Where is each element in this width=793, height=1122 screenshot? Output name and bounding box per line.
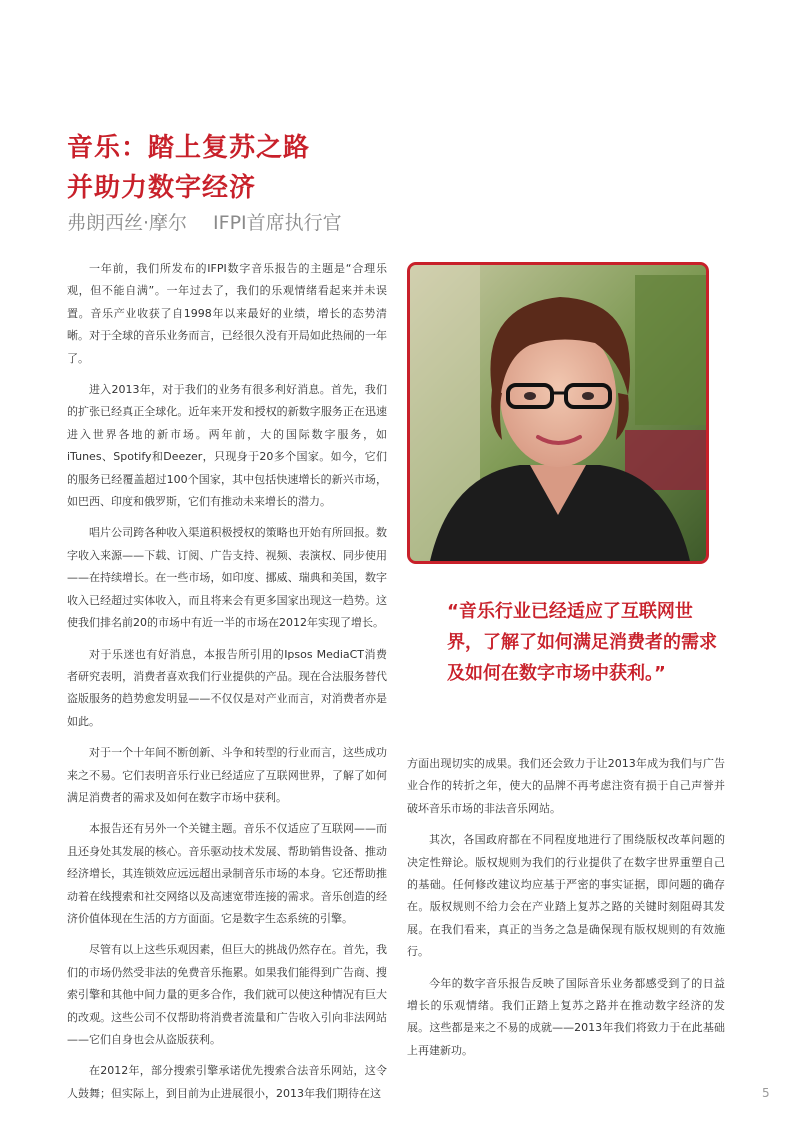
author-name: 弗朗西丝·摩尔 [67, 212, 188, 234]
paragraph: 本报告还有另外一个关键主题。音乐不仅适应了互联网——而且还身处其发展的核心。音乐驱动技术发展、帮助销售设备、推动经济增长，其连锁效应远远超出录制音乐市场的本身。它还帮助推动着在线搜索和社交网络以及高速宽带连接的需求。音乐创造的经济价值体现在生活的方方面面。它是数字生态系统的引擎。 [67, 822, 387, 925]
author-role: IFPI首席执行官 [213, 212, 342, 234]
portrait-image [410, 265, 706, 561]
paragraph: 一年前，我们所发布的IFPI数字音乐报告的主题是“合理乐观，但不能自满”。一年过去了，我们的乐观情绪看起来并未误置。音乐产业收获了自1998年以来最好的业绩，增长的态势清晰。对于全球的音乐业务而言，已经很久没有开局如此热闹的一年了。 [67, 262, 387, 365]
paragraph: 今年的数字音乐报告反映了国际音乐业务都感受到了的日益增长的乐观情绪。我们正踏上复苏之路并在推动数字经济的发展。这些都是来之不易的成就——2013年我们将致力于在此基础上再建新功。 [407, 976, 725, 1057]
author-byline [67, 208, 627, 238]
page-number: 5 [762, 1086, 770, 1100]
paragraph: 方面出现切实的成果。我们还会致力于让2013年成为我们与广告业合作的转折之年，使大的品牌不再考虑注资有损于自己声誉并破坏音乐市场的非法音乐网站。 [407, 757, 725, 815]
title-line-1: 音乐：踏上复苏之路 [67, 133, 311, 163]
author-photo [407, 262, 709, 564]
article-title [67, 128, 587, 208]
paragraph: 尽管有以上这些乐观因素，但巨大的挑战仍然存在。首先，我们的市场仍然受非法的免费音乐拖累。如果我们能得到广告商、搜索引擎和其他中间力量的更多合作，我们就可以使这种情况有巨大的改观。这些公司不仅帮助将消费者流量和广告收入引向非法网站——它们自身也会从盗版获利。 [67, 943, 387, 1046]
paragraph: 其次，各国政府都在不同程度地进行了围绕版权改革问题的决定性辩论。版权规则为我们的行业提供了在数字世界重塑自己的基础。任何修改建议均应基于严密的事实证据，即问题的确存在。版权规则不给力会在产业踏上复苏之路的关键时刻阻碍其发展。在我们看来，真正的当务之急是确保现有版权规则的有效施行。 [407, 833, 725, 959]
paragraph: 对于一个十年间不断创新、斗争和转型的行业而言，这些成功来之不易。它们表明音乐行业已经适应了互联网世界，了解了如何满足消费者的需求及如何在数字市场中获利。 [67, 746, 387, 804]
paragraph: 对于乐迷也有好消息，本报告所引用的Ipsos MediaCT消费者研究表明，消费者喜欢我们行业提供的产品。现在合法服务替代盗版服务的趋势愈发明显——不仅仅是对产业而言，对消费者亦是如此。 [67, 647, 387, 728]
paragraph: 进入2013年，对于我们的业务有很多利好消息。首先，我们的扩张已经真正全球化。近年来开发和授权的新数字服务正在迅速进入世界各地的新市场。两年前，大的国际数字服务，如iTunes、Spotify和Deezer，只现身于20多个国家。如今，它们的服务已经覆盖超过100个国家，其中包括快速增长的新兴市场，如巴西、印度和俄罗斯，它们有推动未来增长的潜力。 [67, 383, 387, 509]
left-column [67, 258, 387, 1114]
right-column [407, 753, 725, 1071]
pull-quote: “音乐行业已经适应了互联网世界，了解了如何满足消费者的需求及如何在数字市场中获利。” [447, 601, 717, 684]
title-line-2: 并助力数字经济 [67, 173, 257, 203]
paragraph: 唱片公司跨各种收入渠道积极授权的策略也开始有所回报。数字收入来源——下载、订阅、广告支持、视频、表演权、同步使用——在持续增长。在一些市场，如印度、挪威、瑞典和美国，数字收入已经超过实体收入，而且将来会有更多国家出现这一趋势。这使我们排名前20的市场中有近一半的市场在2012年实现了增长。 [67, 526, 387, 630]
paragraph: 在2012年，部分搜索引擎承诺优先搜索合法音乐网站，这令人鼓舞；但实际上，到目前为止进展很小，2013年我们期待在这 [67, 1064, 387, 1100]
